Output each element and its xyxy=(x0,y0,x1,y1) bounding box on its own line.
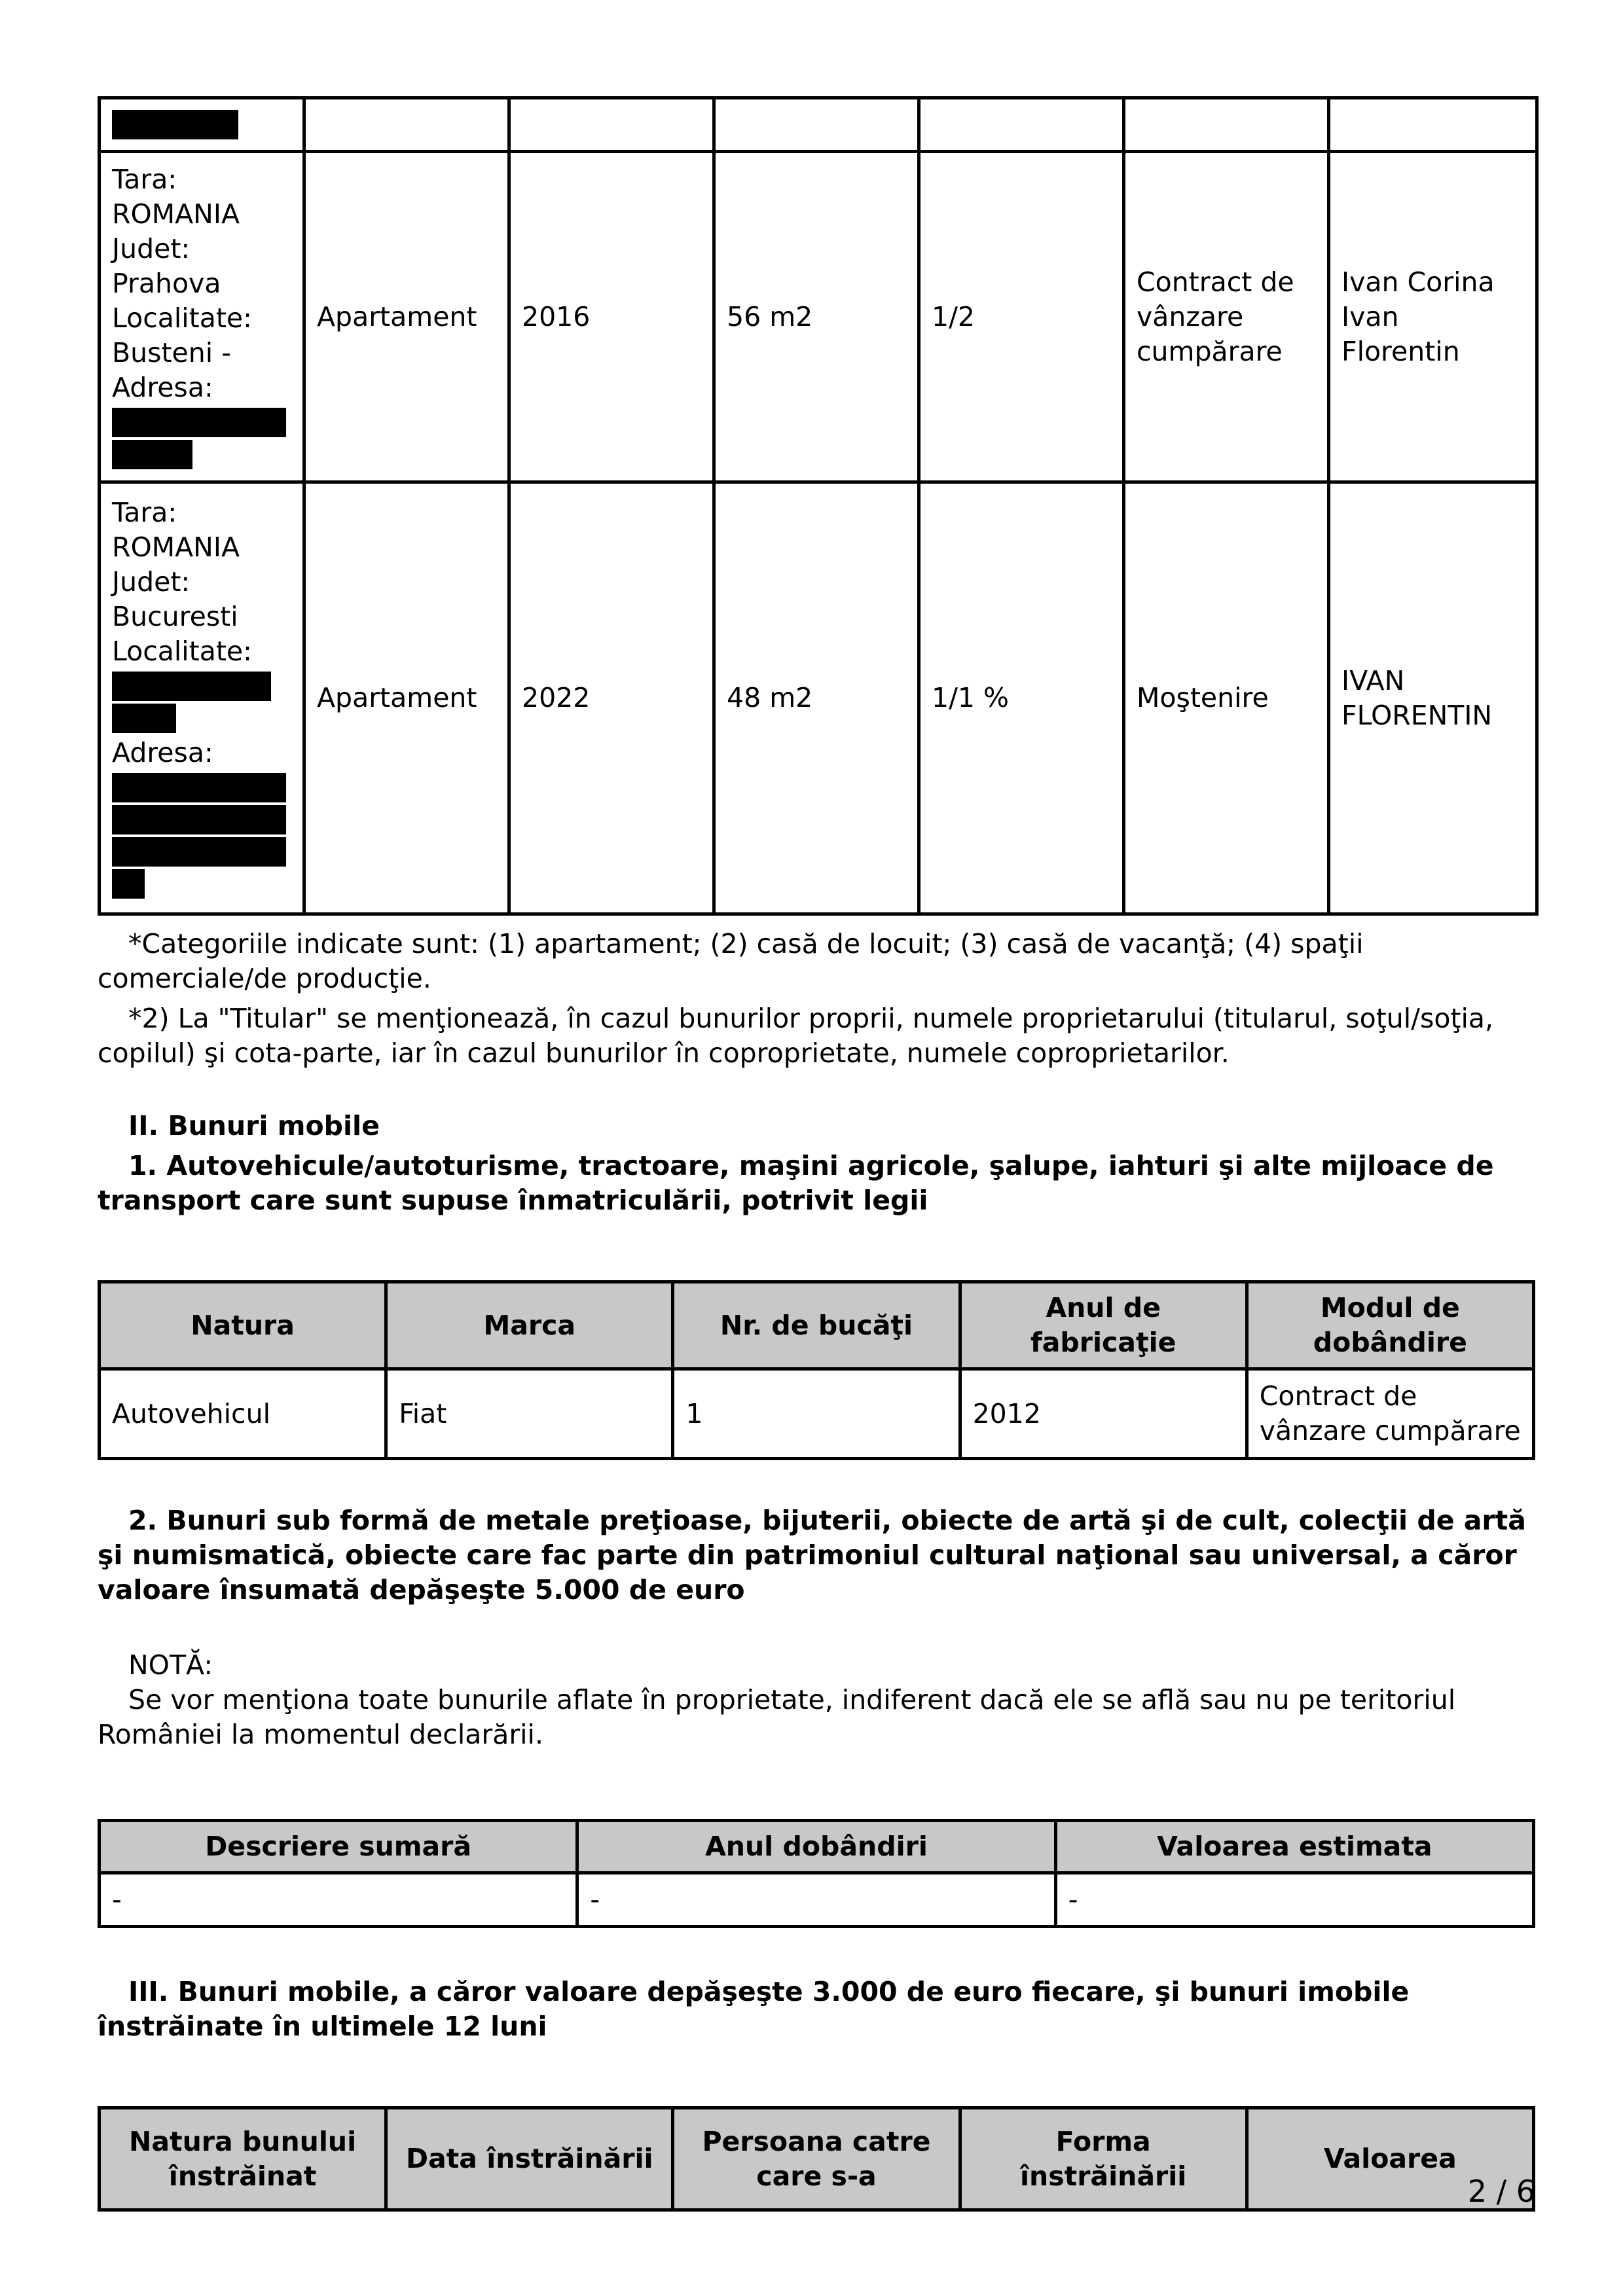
column-header: Nr. de bucăţi xyxy=(673,1282,960,1369)
acquisition-cell: Contract de vânzare cumpărare xyxy=(1124,152,1329,482)
category-cell: Apartament xyxy=(304,152,509,482)
column-header: Data înstrăinării xyxy=(386,2108,673,2210)
page-number: 2 / 6 xyxy=(1467,2174,1535,2209)
category-cell: Apartament xyxy=(304,482,509,914)
redaction-block xyxy=(112,408,286,437)
vehicles-table xyxy=(98,1280,1535,1460)
table-header-row xyxy=(100,1282,1534,1369)
year-cell: 2022 xyxy=(509,482,714,914)
column-header: Natura bunului înstrăinat xyxy=(100,2108,386,2210)
redaction-block xyxy=(112,672,271,701)
redaction-block xyxy=(112,773,286,802)
address-cell: Tara: ROMANIA Judet: Bucuresti Localitate: Adresa: xyxy=(100,482,304,914)
table-row xyxy=(100,152,1537,482)
nota-text: Se vor menţiona toate bunurile aflate în proprietate, indiferent dacă ele se află sau nu pe teritoriul României la momentul declarării. xyxy=(98,1684,1456,1750)
subsection-vehicles: 1. Autovehicule/autoturisme, tractoare, maşini agricole, şalupe, iahturi şi alte mijloace de transport care sunt supuse înmatriculării, potrivit legii xyxy=(98,1150,1494,1216)
column-header: Valoarea xyxy=(1247,2108,1533,2210)
alienated-table xyxy=(98,2106,1535,2212)
table-cell: - xyxy=(1055,1873,1533,1927)
table-cell: Autovehicul xyxy=(100,1369,386,1459)
table-header-row xyxy=(100,2108,1534,2210)
redaction-block xyxy=(112,869,145,899)
area-cell: 48 m2 xyxy=(714,482,919,914)
redaction-block xyxy=(112,805,286,834)
owner-cell: Ivan Corina Ivan Florentin xyxy=(1329,152,1537,482)
column-header: Descriere sumară xyxy=(100,1821,577,1873)
column-header: Modul de dobândire xyxy=(1247,1282,1533,1369)
column-header: Persoana catre care s-a xyxy=(673,2108,960,2210)
column-header: Valoarea estimata xyxy=(1055,1821,1533,1873)
section-title-alienated: III. Bunuri mobile, a căror valoare depăşeşte 3.000 de euro fiecare, şi bunuri imobile înstrăinate în ultimele 12 luni xyxy=(98,1976,1410,2042)
table-row xyxy=(100,482,1537,914)
table-cell: 2012 xyxy=(960,1369,1247,1459)
column-header: Marca xyxy=(386,1282,673,1369)
table-cell: 1 xyxy=(673,1369,960,1459)
footnote-titular: *2) La "Titular" se menţionează, în cazul bunurilor proprii, numele proprietarului (titularul, soţul/soţia, copilul) şi cota-parte, iar în cazul bunurilor în coproprietate, numele coproprietarilor. xyxy=(98,1003,1494,1069)
owner-cell: IVAN FLORENTIN xyxy=(1329,482,1537,914)
footnote-categories: *Categoriile indicate sunt: (1) apartament; (2) casă de locuit; (3) casă de vacanţă; (4) spaţii comerciale/de producţie. xyxy=(98,928,1364,994)
table-row xyxy=(100,98,1537,152)
year-cell: 2016 xyxy=(509,152,714,482)
real-estate-table xyxy=(98,96,1539,916)
redaction-block xyxy=(112,837,286,867)
address-cell: Tara: ROMANIA Judet: Prahova Localitate: Busteni - Adresa: xyxy=(100,152,304,482)
table-cell: - xyxy=(100,1873,577,1927)
column-header: Anul dobândiri xyxy=(577,1821,1055,1873)
share-cell: 1/2 xyxy=(919,152,1124,482)
table-row xyxy=(100,1873,1534,1927)
table-row xyxy=(100,1369,1534,1459)
share-cell: 1/1 % xyxy=(919,482,1124,914)
redaction-block xyxy=(112,704,176,733)
table-header-row xyxy=(100,1821,1534,1873)
valuables-table xyxy=(98,1819,1535,1928)
table-cell: Fiat xyxy=(386,1369,673,1459)
column-header: Anul de fabricaţie xyxy=(960,1282,1247,1369)
column-header: Forma înstrăinării xyxy=(960,2108,1247,2210)
nota-label: NOTĂ: xyxy=(128,1649,213,1681)
table-cell: - xyxy=(577,1873,1055,1927)
area-cell: 56 m2 xyxy=(714,152,919,482)
table-cell: Contract de vânzare cumpărare xyxy=(1247,1369,1533,1459)
address-cell xyxy=(100,98,304,152)
redaction-block xyxy=(112,110,238,139)
acquisition-cell: Moştenire xyxy=(1124,482,1329,914)
section-title-movables: II. Bunuri mobile xyxy=(128,1110,380,1141)
subsection-valuables: 2. Bunuri sub formă de metale preţioase, bijuterii, obiecte de artă şi de cult, colecţii de artă şi numismatică, obiecte care fac parte din patrimoniul cultural naţional sau universal, a căror valoare însumată depăşeşte 5.000 de euro xyxy=(98,1505,1526,1605)
redaction-block xyxy=(112,440,192,469)
column-header: Natura xyxy=(100,1282,386,1369)
